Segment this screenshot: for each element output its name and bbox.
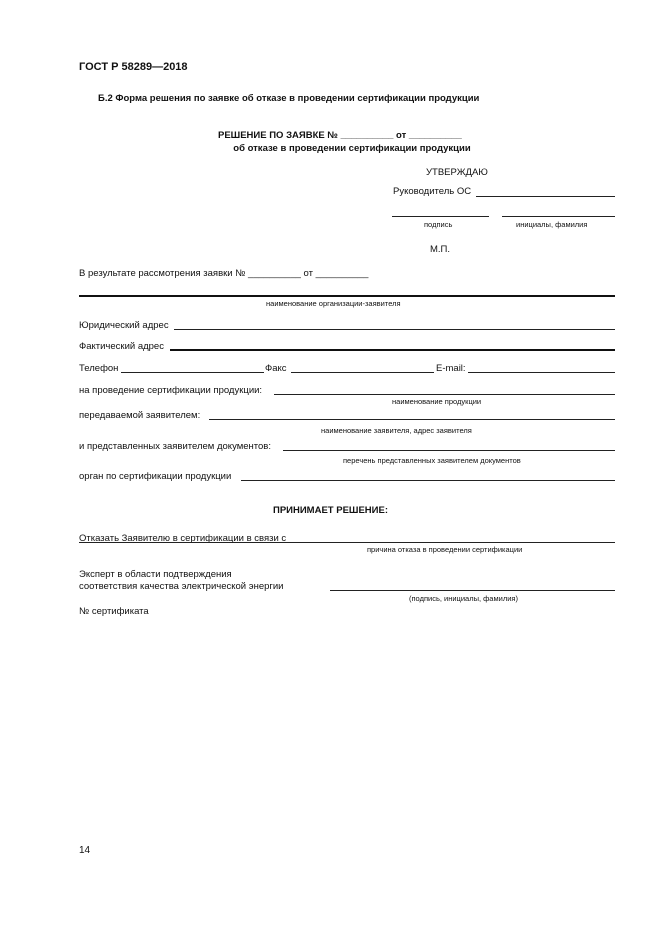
standard-number: ГОСТ Р 58289—2018: [79, 61, 188, 73]
head-label: Руководитель ОС: [393, 186, 472, 197]
certificate-number-label: № сертификата: [79, 606, 149, 617]
applicant-caption: наименование заявителя, адрес заявителя: [321, 426, 472, 435]
organization-line: [79, 295, 615, 297]
actual-address-line: [170, 349, 615, 351]
documents-line: [283, 450, 615, 451]
product-line: [274, 394, 615, 395]
signature-line: [392, 216, 489, 217]
section-title: Б.2 Форма решения по заявке об отказе в проведении сертификации продукции: [98, 93, 480, 104]
documents-caption: перечень представленных заявителем документов: [343, 456, 521, 465]
fax-label: Факс: [265, 363, 287, 374]
email-line: [468, 372, 615, 373]
phone-line: [121, 372, 264, 373]
fax-line: [291, 372, 434, 373]
legal-address-label: Юридический адрес: [79, 320, 169, 331]
email-label: E-mail:: [436, 363, 466, 374]
expert-caption: (подпись, инициалы, фамилия): [409, 594, 518, 603]
head-name-line: [476, 196, 615, 197]
decision-heading: ПРИНИМАЕТ РЕШЕНИЕ:: [273, 505, 388, 516]
documents-label: и представленных заявителем документов:: [79, 441, 271, 452]
certification-body-line: [241, 480, 615, 481]
refusal-line: [79, 542, 615, 543]
product-caption: наименование продукции: [392, 397, 482, 406]
refusal-text: Отказать Заявителю в сертификации в связи с: [79, 533, 287, 544]
certification-label: на проведение сертификации продукции:: [79, 385, 263, 396]
actual-address-label: Фактический адрес: [79, 341, 164, 352]
applicant-line: [209, 419, 615, 420]
refusal-caption: причина отказа в проведении сертификации: [367, 545, 523, 554]
page-number: 14: [79, 845, 91, 856]
signature-caption: подпись: [424, 220, 453, 229]
expert-signature-line: [330, 590, 615, 591]
decision-title-line2: об отказе в проведении сертификации продукции: [233, 143, 471, 154]
transferred-label: передаваемой заявителем:: [79, 410, 201, 421]
decision-title-line1: РЕШЕНИЕ ПО ЗАЯВКЕ № __________ от __________: [218, 130, 462, 141]
review-text: В результате рассмотрения заявки № __________ от __________: [79, 268, 369, 279]
approve-label: УТВЕРЖДАЮ: [426, 167, 488, 178]
initials-line: [502, 216, 615, 217]
certification-body-label: орган по сертификации продукции: [79, 471, 232, 482]
initials-caption: инициалы, фамилия: [516, 220, 588, 229]
seal-label: М.П.: [430, 244, 451, 255]
phone-label: Телефон: [79, 363, 119, 374]
legal-address-line: [174, 329, 615, 330]
expert-label-line2: соответствия качества электрической энергии: [79, 581, 284, 592]
organization-caption: наименование организации-заявителя: [266, 299, 401, 308]
expert-label-line1: Эксперт в области подтверждения: [79, 569, 232, 580]
